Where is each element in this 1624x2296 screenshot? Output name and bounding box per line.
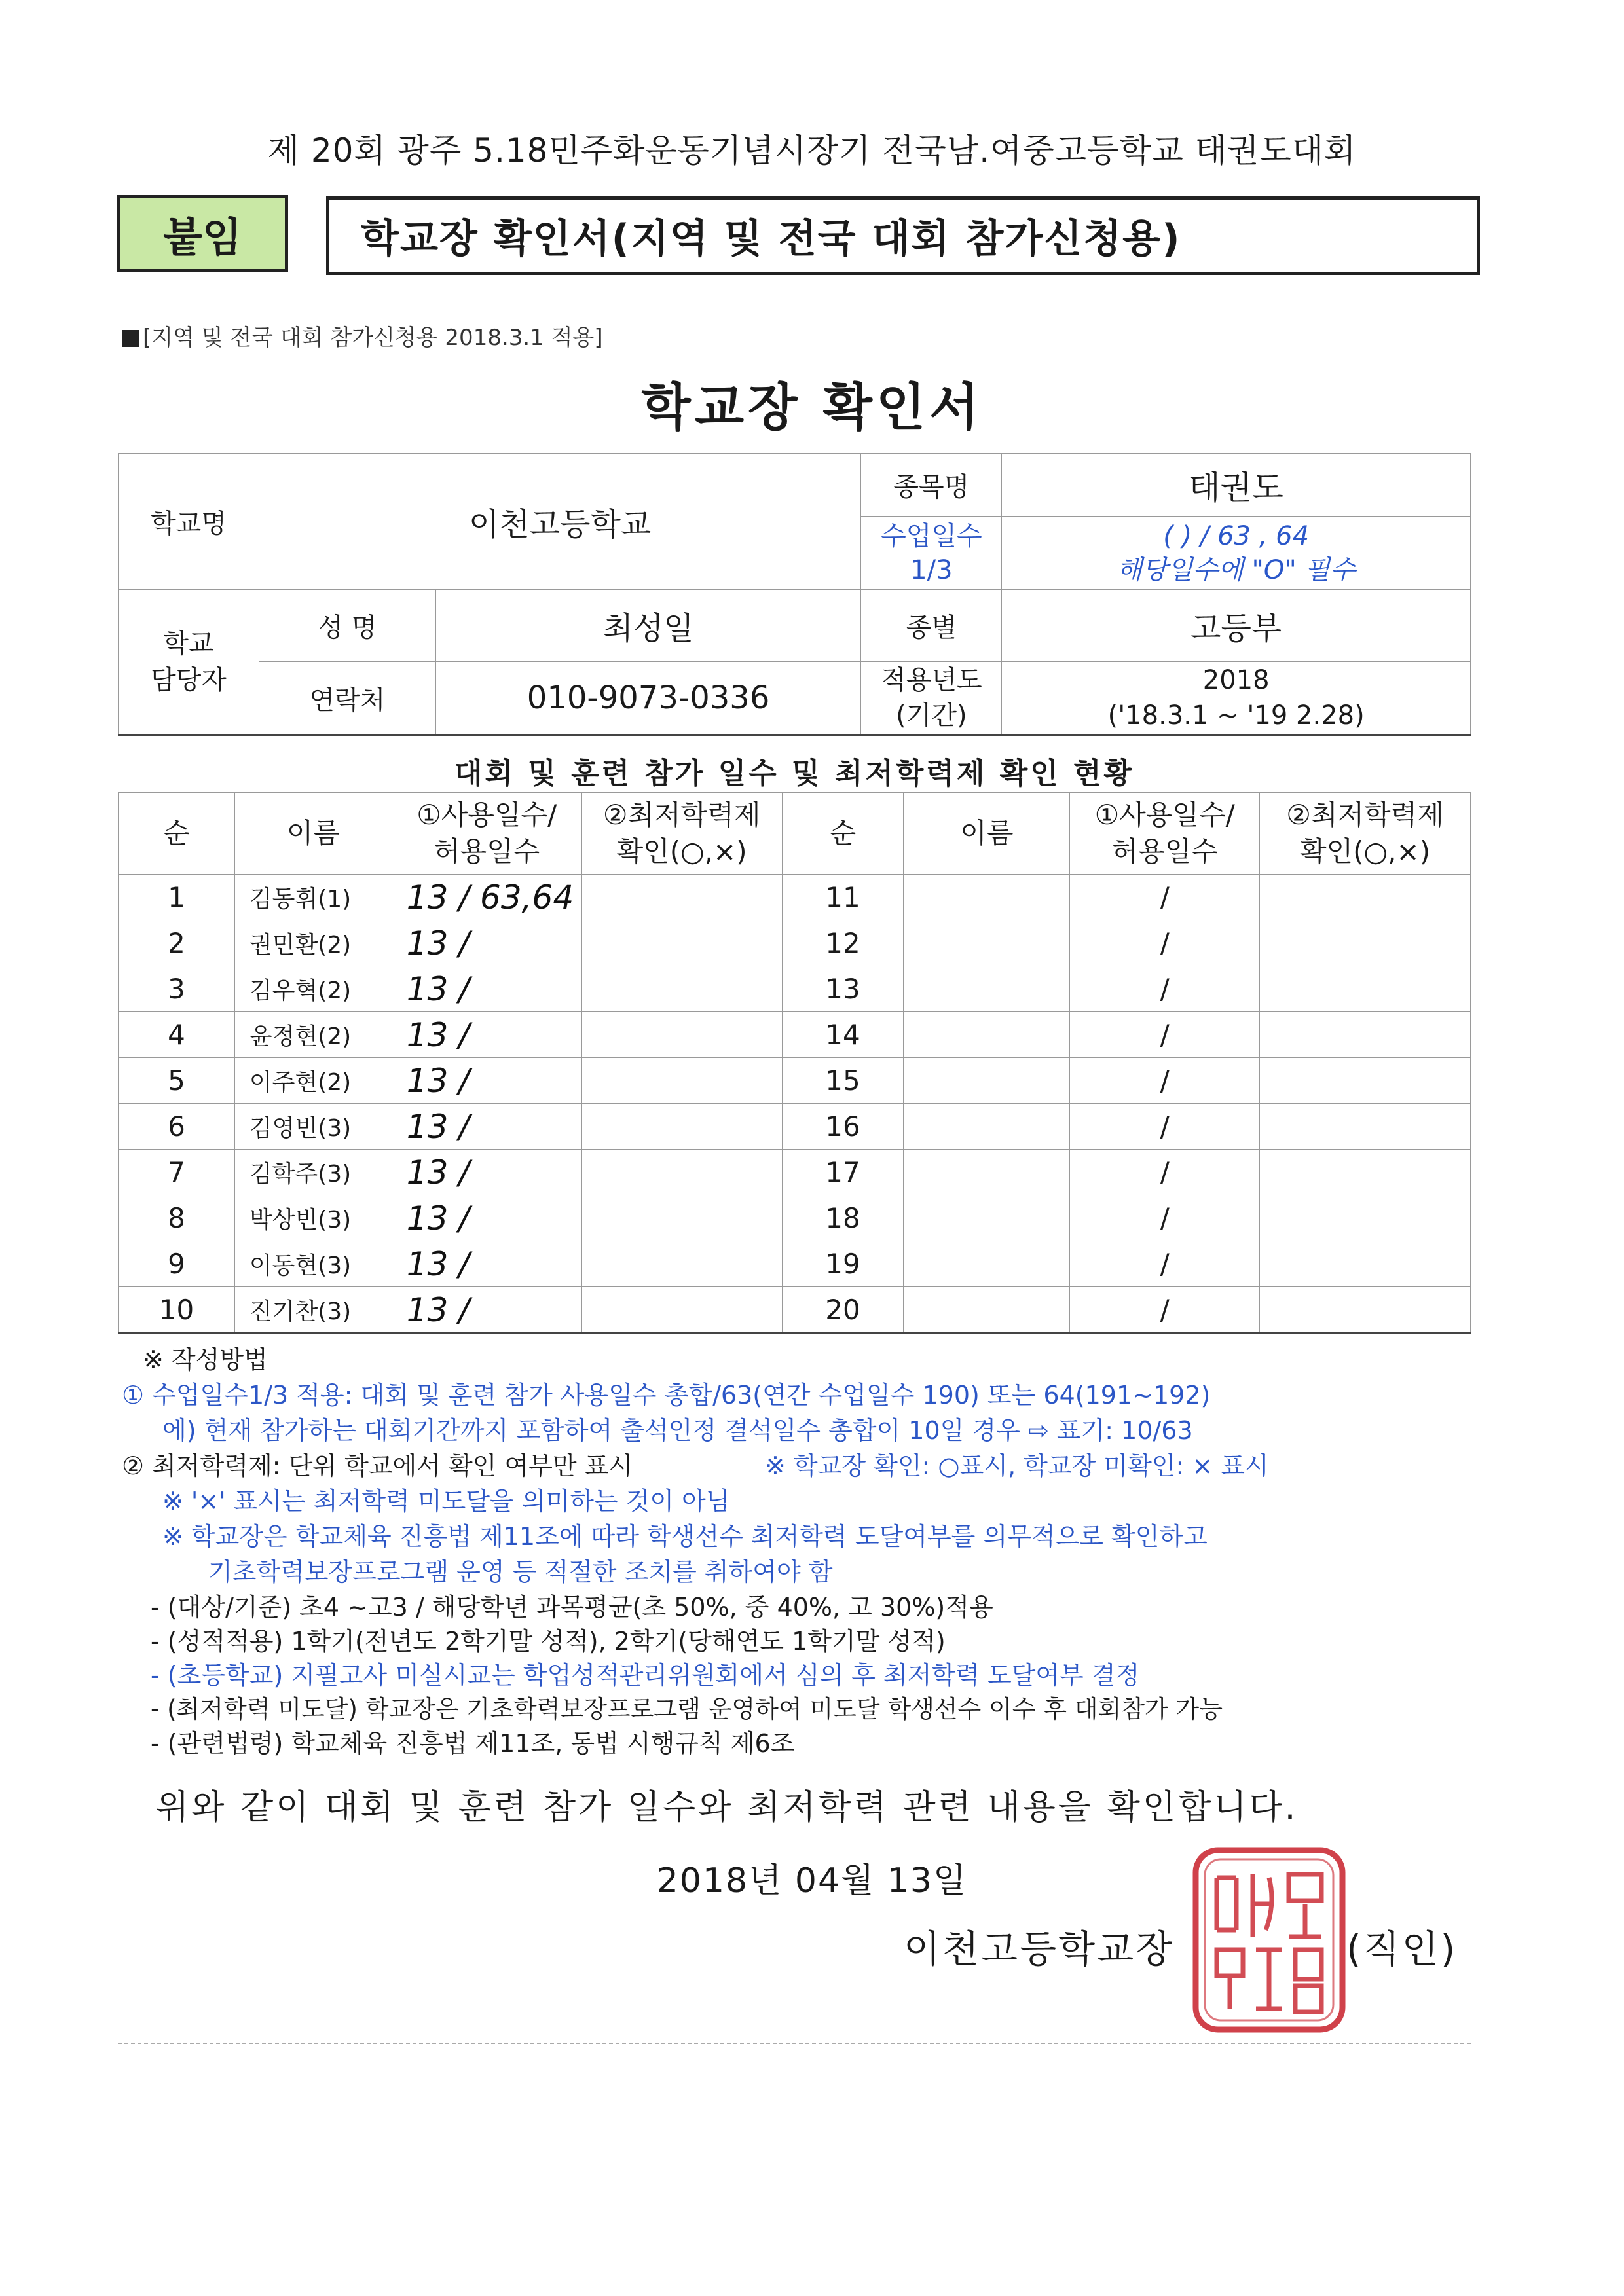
minimum-check-cell-right [1260,1195,1471,1241]
sport-label: 종목명 [861,454,1002,517]
row-no-right: 18 [782,1195,904,1241]
used-days-handwritten: 13 / [392,1287,581,1334]
year-value: 2018 [1202,665,1270,695]
main-title: 학교장 확인서 [641,378,983,437]
student-name: 김학주(3) [234,1150,392,1195]
col-days-right: ①사용일수/ 허용일수 [1070,793,1260,875]
col-check-right: ②최저학력제 확인(○,×) [1260,793,1471,875]
table-header-row [119,793,1471,875]
minimum-check-cell-right [1260,1012,1471,1058]
sport-value: 태권도 [1002,454,1471,517]
used-days-right: / [1070,920,1260,966]
minimum-check-cell [581,966,782,1012]
col-check: ②최저학력제 확인(○,×) [581,793,782,875]
bottom-divider [118,2043,1471,2044]
table-row [119,875,1471,920]
method-line-10: - (최저학력 미도달) 학교장은 기초학력보장프로그램 운영하여 미도달 학생선수 이수 후 대회참가 가능 [151,1695,1223,1723]
row-no-right: 20 [782,1287,904,1334]
row-no: 4 [119,1012,235,1058]
status-table [118,792,1471,1334]
used-days-handwritten: 13 / [392,1104,581,1150]
method-line-5: ※ 학교장은 학교체육 진흥법 제11조에 따라 학생선수 최저학력 도달여부를 의무적으로 확인하고 [162,1522,1208,1551]
category-value: 고등부 [1002,590,1471,662]
classdays-note: 해당일수에 "O" 필수 [1116,555,1356,585]
classdays-value-text: ( ) / 63 , 64 [1163,520,1310,551]
used-days-handwritten: 13 / [392,966,581,1012]
col-no-right: 순 [782,793,904,875]
minimum-check-cell-right [1260,1287,1471,1334]
method-line-7: - (대상/기준) 초4 ~고3 / 해당학년 과목평균(초 50%, 중 40%, 고 30%)적용 [151,1593,993,1622]
minimum-check-cell [581,1287,782,1334]
student-name-right [904,966,1070,1012]
contact-value: 010-9073-0336 [435,662,861,735]
year-value-cell [1002,662,1471,735]
row-no: 7 [119,1150,235,1195]
table-row [119,1241,1471,1287]
row-no-right: 14 [782,1012,904,1058]
used-days-handwritten: 13 / [392,920,581,966]
used-days-right: / [1070,1287,1260,1334]
row-no: 3 [119,966,235,1012]
closing-statement: 위와 같이 대회 및 훈련 참가 일수와 최저학력 관련 내용을 확인합니다. [156,1788,1299,1827]
used-days-handwritten: 13 / 63,64 [392,875,581,920]
minimum-check-cell [581,1195,782,1241]
col-no: 순 [119,793,235,875]
row-no: 5 [119,1058,235,1104]
minimum-check-cell [581,1012,782,1058]
contact-label: 연락처 [259,662,435,735]
category-label: 종별 [861,590,1002,662]
classdays-label-text: 수업일수 [881,520,982,551]
issue-date: 2018년 04월 13일 [656,1861,968,1901]
row-no-right: 11 [782,875,904,920]
student-name-right [904,1195,1070,1241]
table-row [119,966,1471,1012]
row-no: 9 [119,1241,235,1287]
used-days-right: / [1070,1241,1260,1287]
student-name-right [904,1012,1070,1058]
minimum-check-cell [581,920,782,966]
student-name: 김동휘(1) [234,875,392,920]
used-days-handwritten: 13 / [392,1012,581,1058]
student-name-right [904,1150,1070,1195]
minimum-check-cell [581,1104,782,1150]
used-days-right: / [1070,1012,1260,1058]
table-row [119,1012,1471,1058]
row-no-right: 16 [782,1104,904,1150]
col-name-right: 이름 [904,793,1070,875]
table-row [119,1195,1471,1241]
col-days: ①사용일수/ 허용일수 [392,793,581,875]
method-line-1: ① 수업일수1/3 적용: 대회 및 훈련 참가 사용일수 총합/63(연간 수업일수 190) 또는 64(191~192) [122,1381,1211,1410]
minimum-check-cell-right [1260,1104,1471,1150]
student-name-right [904,920,1070,966]
sub-note-text: [지역 및 전국 대회 참가신청용 2018.3.1 적용] [143,325,603,351]
col-name: 이름 [234,793,392,875]
row-no-right: 12 [782,920,904,966]
school-seal-stamp [1190,1845,1348,2035]
method-line-8: - (성적적용) 1학기(전년도 2학기말 성적), 2학기(당해연도 1학기말 성적) [151,1627,946,1656]
table-row [119,920,1471,966]
used-days-handwritten: 13 / [392,1058,581,1104]
row-no-right: 19 [782,1241,904,1287]
method-line-2: 에) 현재 참가하는 대회기간까지 포함하여 출석인정 결석일수 총합이 10일 경우 ⇨ 표기: 10/63 [162,1416,1193,1445]
method-line-6: 기초학력보장프로그램 운영 등 적절한 조치를 취하여야 함 [208,1558,833,1586]
minimum-check-cell [581,1150,782,1195]
used-days-handwritten: 13 / [392,1195,581,1241]
used-days-right: / [1070,875,1260,920]
student-name-right [904,1287,1070,1334]
principal-name: 이천고등학교장 [904,1927,1175,1971]
classdays-sub: 1/3 [910,555,953,585]
method-line-9: - (초등학교) 지필고사 미실시교는 학업성적관리위원회에서 심의 후 최저학력 도달여부 결정 [151,1661,1140,1690]
row-no: 1 [119,875,235,920]
square-bullet-icon [122,330,139,347]
student-name-right [904,1058,1070,1104]
sub-note [122,319,603,352]
minimum-check-cell-right [1260,875,1471,920]
name-label: 성 명 [259,590,435,662]
method-line-4: ※ '×' 표시는 최저학력 미도달을 의미하는 것이 아님 [162,1487,730,1516]
student-name: 박상빈(3) [234,1195,392,1241]
used-days-right: / [1070,1150,1260,1195]
method-line-3b: ※ 학교장 확인: ○표시, 학교장 미확인: × 표시 [765,1451,1269,1480]
row-no-right: 15 [782,1058,904,1104]
status-title: 대회 및 훈련 참가 일수 및 최저학력제 확인 현황 [454,757,1135,790]
row-no: 8 [119,1195,235,1241]
row-no: 2 [119,920,235,966]
seal-mark-label: (직인) [1346,1927,1458,1971]
student-name: 이주현(2) [234,1058,392,1104]
table-row [119,1287,1471,1334]
name-value: 최성일 [435,590,861,662]
minimum-check-cell-right [1260,1058,1471,1104]
school-label: 학교명 [119,454,259,590]
info-table [118,453,1471,736]
classdays-value [1002,517,1471,590]
student-name-right [904,1104,1070,1150]
row-no-right: 17 [782,1150,904,1195]
minimum-check-cell [581,1058,782,1104]
student-name: 이동현(3) [234,1241,392,1287]
minimum-check-cell [581,1241,782,1287]
method-line-11: - (관련법령) 학교체육 진흥법 제11조, 동법 시행규칙 제6조 [151,1729,795,1758]
table-row [119,1058,1471,1104]
student-name: 진기찬(3) [234,1287,392,1334]
used-days-right: / [1070,1104,1260,1150]
event-title: 제 20회 광주 5.18민주화운동기념시장기 전국남.여중고등학교 태권도대회 [267,132,1357,170]
minimum-check-cell-right [1260,966,1471,1012]
used-days-handwritten: 13 / [392,1150,581,1195]
student-name-right [904,1241,1070,1287]
document-title: 학교장 확인서(지역 및 전국 대회 참가신청용) [326,196,1480,275]
student-name: 김영빈(3) [234,1104,392,1150]
used-days-right: / [1070,966,1260,1012]
table-row [119,1150,1471,1195]
student-name-right [904,875,1070,920]
year-period: ('18.3.1 ~ '19 2.28) [1107,701,1365,731]
row-no: 6 [119,1104,235,1150]
minimum-check-cell-right [1260,920,1471,966]
year-label: 적용년도 (기간) [861,662,1002,735]
attach-label: 붙임 [117,195,288,272]
used-days-right: / [1070,1195,1260,1241]
manager-label: 학교 담당자 [119,590,259,735]
row-no: 10 [119,1287,235,1334]
used-days-right: / [1070,1058,1260,1104]
minimum-check-cell [581,875,782,920]
student-name: 김우혁(2) [234,966,392,1012]
classdays-label [861,517,1002,590]
minimum-check-cell-right [1260,1150,1471,1195]
used-days-handwritten: 13 / [392,1241,581,1287]
student-name: 윤정현(2) [234,1012,392,1058]
row-no-right: 13 [782,966,904,1012]
minimum-check-cell-right [1260,1241,1471,1287]
school-name: 이천고등학교 [259,454,861,590]
student-name: 권민환(2) [234,920,392,966]
table-row [119,1104,1471,1150]
method-heading: ※ 작성방법 [143,1345,268,1374]
method-line-3a: ② 최저학력제: 단위 학교에서 확인 여부만 표시 [122,1451,633,1480]
